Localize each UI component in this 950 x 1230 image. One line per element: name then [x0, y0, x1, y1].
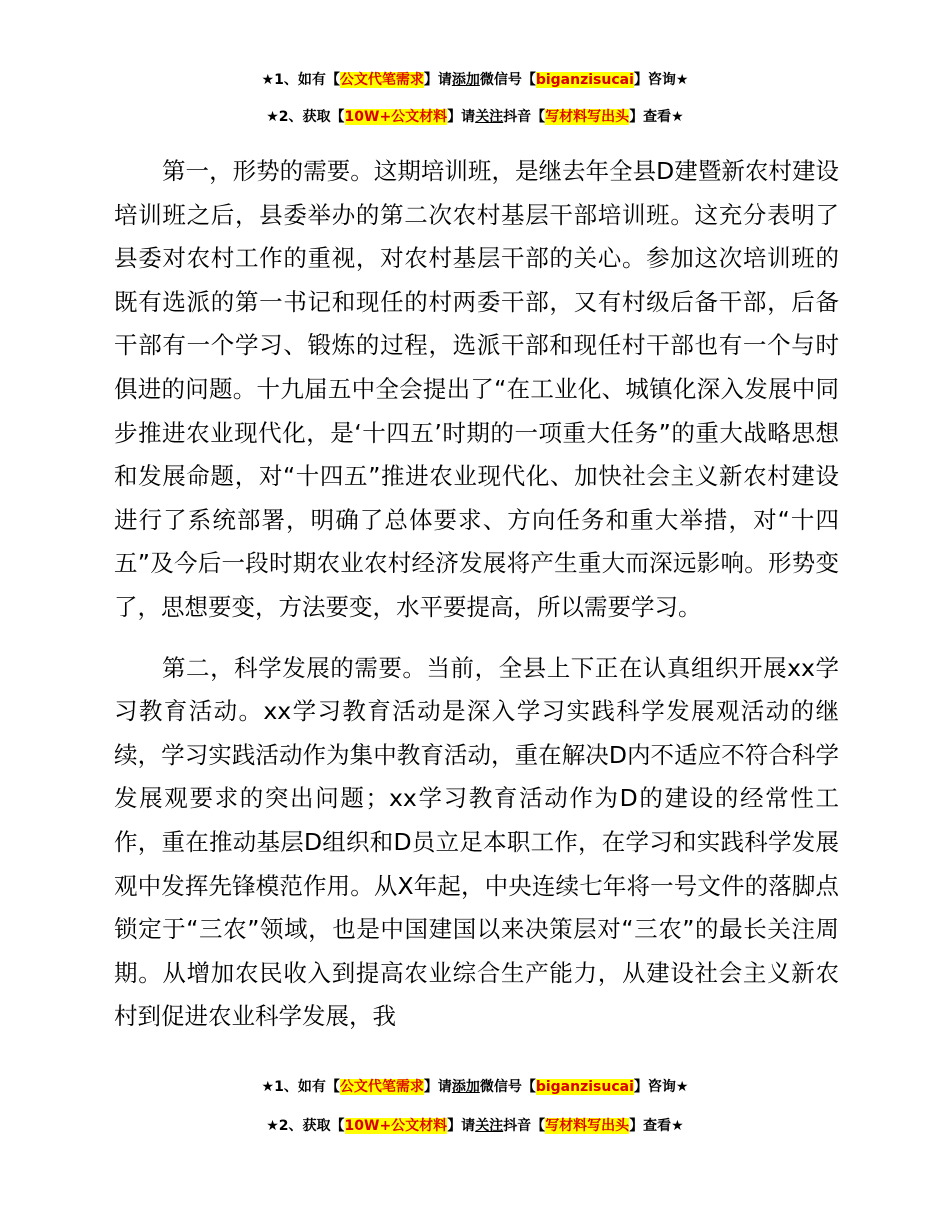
promo-text: 】请 [423, 72, 452, 88]
promo-suffix: 】咨询★ [633, 1079, 689, 1095]
promo-highlight-douyin-id: 写材料写出头 [545, 1118, 630, 1134]
promo-underlined: 关注 [475, 109, 504, 125]
promo-underlined: 添加 [451, 1079, 480, 1095]
promo-suffix: 】查看★ [629, 109, 684, 125]
promo-prefix: ★2、获取【 [266, 109, 345, 125]
promo-prefix: ★1、如有【 [261, 1079, 340, 1095]
paragraph-first-situation: 第一，形势的需要。这期培训班，是继去年全县D建暨新农村建设培训班之后，县委举办的第二次农村基层干部培训班。这充分表明了县委对农村工作的重视，对农村基层干部的关心。参加这次培训班的既有选派的第一书记和现任的村两委干部，又有村级后备干部，后备干部有一个学习、锻炼的过程，选派干部和现任村干部也有一个与时俱进的问题。十九届五中全会提出了“在工业化、城镇化深入发展中同步推进农业现代化，是‘十四五’时期的一项重大任务”的重大战略思想和发展命题，对“十四五”推进农业现代化、加快社会主义新农村建设进行了系统部署，明确了总体要求、方向任务和重大举措，对“十四五”及今后一段时期农业农村经济发展将产生重大而深远影响。形势变了，思想要变，方法要变，水平要提高，所以需要学习。 [114, 157, 839, 621]
promo-text: 】请 [423, 1079, 452, 1095]
promo-highlight: 10W+公文材料 [344, 1118, 448, 1134]
promo-prefix: ★1、如有【 [261, 72, 340, 88]
promo-highlight: 公文代笔需求 [339, 72, 424, 88]
promo-text: 】请 [447, 109, 476, 125]
promo-highlight-wechat-id: biganzisucai [535, 72, 634, 88]
promo-underlined: 关注 [475, 1118, 504, 1134]
footer-promo-line-1 [0, 1077, 950, 1097]
promo-highlight-wechat-id: biganzisucai [535, 1079, 634, 1095]
promo-highlight-douyin-id: 写材料写出头 [545, 109, 630, 125]
promo-highlight: 公文代笔需求 [339, 1079, 424, 1095]
promo-highlight: 10W+公文材料 [344, 109, 448, 125]
header-promo-line-1 [0, 70, 950, 90]
header-promo-line-2 [0, 107, 950, 127]
promo-prefix: ★2、获取【 [266, 1118, 345, 1134]
promo-underlined: 添加 [451, 72, 480, 88]
footer-promo-line-2 [0, 1116, 950, 1136]
promo-text: 】请 [447, 1118, 476, 1134]
promo-text: 抖音【 [503, 109, 546, 125]
promo-suffix: 】咨询★ [633, 72, 689, 88]
promo-suffix: 】查看★ [629, 1118, 684, 1134]
promo-text: 微信号【 [479, 1079, 536, 1095]
paragraph-second-development: 第二，科学发展的需要。当前，全县上下正在认真组织开展xx学习教育活动。xx学习教育活动是深入学习实践科学发展观活动的继续，学习实践活动作为集中教育活动，重在解决D内不适应不符合科学发展观要求的突出问题；xx学习教育活动作为D的建设的经常性工作，重在推动基层D组织和D员立足本职工作，在学习和实践科学发展观中发挥先锋模范作用。从X年起，中央连续七年将一号文件的落脚点锁定于“三农”领域，也是中国建国以来决策层对“三农”的最长关注周期。从增加农民收入到提高农业综合生产能力，从建设社会主义新农村到促进农业科学发展，我 [114, 653, 839, 1031]
promo-text: 抖音【 [503, 1118, 546, 1134]
document-body [114, 150, 839, 1039]
promo-text: 微信号【 [479, 72, 536, 88]
